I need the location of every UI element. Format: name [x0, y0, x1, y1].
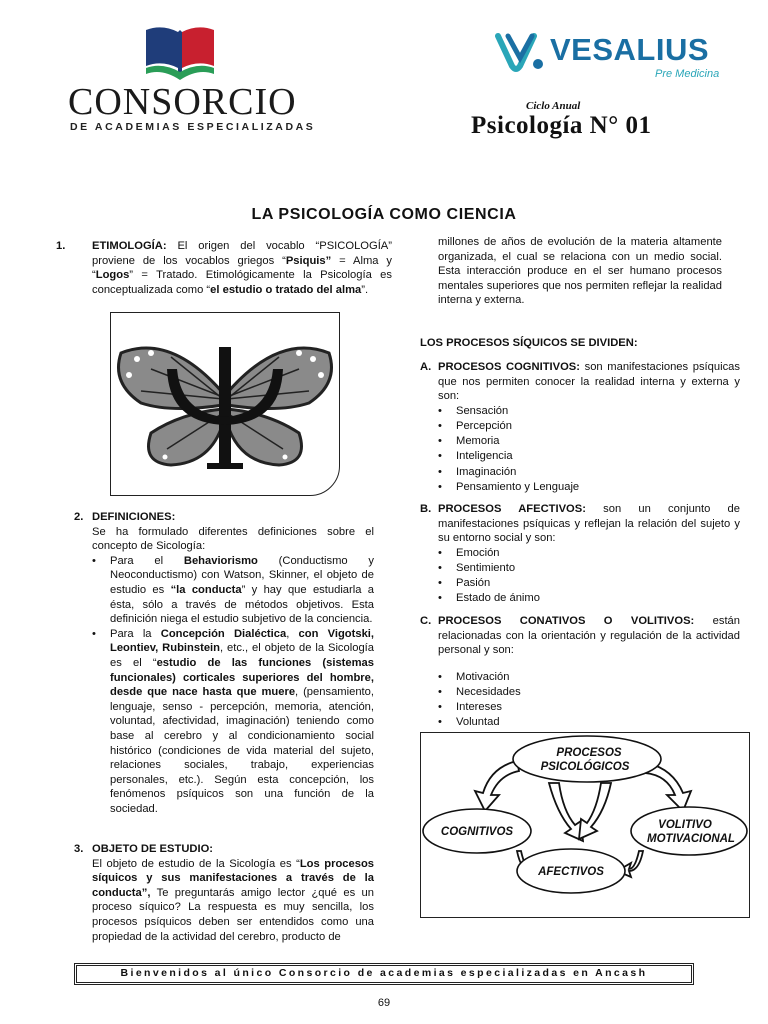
list-item: • Imaginación — [438, 465, 740, 480]
body-text: son manifestaciones psíquicas que nos permiten conocer la realidad interna y externa y son: — [438, 361, 741, 403]
affective-list — [438, 546, 740, 607]
diagram-label: PSICOLÓGICOS — [540, 761, 630, 773]
psi-butterfly-icon — [111, 313, 339, 495]
bold-term: Psiquis” — [285, 254, 332, 267]
page-number: 69 — [377, 997, 391, 1009]
body-text: son un conjunto de manifestaciones psíquicas y reflejan la relación del sujeto y su entorno social y son: — [438, 503, 740, 545]
body-text: Se ha formulado diferentes definiciones sobre el concepto de Sicología: — [92, 525, 374, 553]
process-letter: A. — [420, 361, 432, 373]
body-text: El objeto de estudio de la Sicología es “ — [92, 857, 300, 870]
arrow-to-afectivos-2 — [579, 783, 611, 839]
list-item: • Pensamiento y Lenguaje — [438, 480, 740, 495]
arrow-to-cognitivos — [475, 761, 519, 811]
diagram-label: AFECTIVOS — [538, 866, 604, 878]
diagram-label: VOLITIVO — [658, 819, 712, 831]
bold-term: Logos — [95, 269, 130, 282]
list-item: • Memoria — [438, 434, 740, 449]
list-item: • Intereses — [438, 700, 740, 715]
bold-term: Los procesos síquicos y sus manifestaciones a través de la conducta”, — [92, 857, 374, 899]
diagram-label: COGNITIVOS — [440, 826, 514, 838]
divisions-heading: LOS PROCESOS SÍQUICOS SE DIVIDEN: — [420, 337, 638, 349]
body-text: ” = Tratado. Etimológicamente la Psicología es conceptualizada como “ — [92, 269, 392, 296]
section-objeto — [74, 842, 374, 944]
body-text: El origen del vocablo “PSICOLOGÍA” proviene de los vocablos griegos “ — [92, 240, 392, 267]
definitions-list — [92, 554, 374, 817]
process-b-afectivos — [420, 502, 740, 607]
volitive-list — [438, 670, 740, 731]
bold-term: con Vigotski, Leontiev, Rubinstein — [110, 627, 375, 655]
continuation-paragraph: millones de años de evolución de la materia altamente organizada, el cual se relaciona con un medio social. Esta interacción produce en el ser humano procesos mentales superiores que nos permiten reflejar la realidad interna y externa. — [438, 236, 722, 307]
vesalius-subtitle: Pre Medicina — [655, 68, 720, 80]
list-item — [92, 554, 374, 627]
bold-term: Behaviorismo — [183, 554, 258, 567]
process-letter: C. — [420, 615, 432, 627]
list-item: • Sensación — [438, 404, 740, 419]
processes-diagram — [420, 732, 750, 918]
node-procesos-psicologicos — [513, 736, 661, 782]
body-text: Para la — [110, 627, 161, 640]
list-item: • Motivación — [438, 670, 740, 685]
consorcio-wordmark: CONSORCIO — [68, 81, 297, 123]
process-letter: B. — [420, 503, 432, 515]
arrow-to-afectivos — [549, 783, 583, 841]
course-title: Psicología N° 01 — [471, 112, 652, 139]
bold-term: Concepción Dialéctica — [160, 627, 287, 640]
section-number: 2. — [74, 511, 84, 523]
list-item: • Voluntad — [438, 715, 740, 730]
body-text: ” y hay que estudiarla a ésta, sólo a través de métodos objetivos. Esta definición niega el estudio subjetivo de la conciencia. — [110, 583, 375, 626]
process-c-volitivos — [420, 614, 740, 731]
section-heading: OBJETO DE ESTUDIO: — [92, 843, 214, 855]
list-item: • Inteligencia — [438, 449, 740, 464]
process-heading: PROCESOS AFECTIVOS: — [438, 503, 586, 515]
body-text: (Conductismo y Neoconductismo) con Watson, Skinner, el objeto de estudio es — [110, 554, 375, 596]
cycle-label: Ciclo Anual — [526, 100, 581, 112]
vesalius-wordmark: VESALIUS — [550, 32, 710, 67]
list-item — [92, 627, 374, 817]
consorcio-subtitle: DE ACADEMIAS ESPECIALIZADAS — [70, 121, 316, 133]
section-heading: ETIMOLOGÍA: — [92, 240, 167, 252]
section-number: 1. — [56, 240, 66, 252]
diagram-label: PROCESOS — [556, 747, 622, 759]
body-text — [74, 857, 374, 945]
bold-term: el estudio o tratado del alma — [210, 283, 362, 296]
list-item: • Pasión — [438, 576, 740, 591]
page-title: LA PSICOLOGÍA COMO CIENCIA — [251, 206, 517, 223]
body-text: , (pensamiento, lenguaje, senso - percepción, memoria, atención, voluntad, afectividad, imaginación) teniendo como base al cerebro y al condicionamiento social histórico (condiciones de vida material del sujeto, relaciones sociales, trabajo, experiencias personales, etc.). Según esta concepción, los fenómenos psíquicos son una función de la sociedad. — [110, 686, 374, 815]
section-etimologia — [56, 239, 392, 297]
psi-butterfly-image-frame — [110, 312, 340, 496]
body-text: , etc., el objeto de la Sicología es el “ — [110, 642, 375, 669]
process-heading: PROCESOS CONATIVOS O VOLITIVOS: — [438, 615, 695, 627]
processes-diagram-graphic — [421, 733, 749, 917]
body-text: ”. — [361, 283, 369, 296]
list-item: • Necesidades — [438, 685, 740, 700]
node-volitivo-motivacional — [631, 807, 747, 855]
consorcio-logo-mark — [142, 22, 218, 82]
diagram-label: MOTIVACIONAL — [647, 833, 735, 845]
section-heading: DEFINICIONES: — [92, 511, 176, 523]
section-number: 3. — [74, 843, 84, 855]
list-item: • Emoción — [438, 546, 740, 561]
body-text: , — [286, 627, 299, 640]
vesalius-logo-mark — [494, 30, 546, 74]
body-text: Te preguntarás amigo lector ¿qué es un proceso síquico? La respuesta es muy sencilla, los procesos psíquicos deben ser entendidos como una propiedad de la actividad del cerebro, producto de — [92, 886, 374, 943]
bold-term: estudio de las funciones (sistemas funcionales) corticales superiores del hombre, desde que nace hasta que muere — [110, 656, 375, 699]
bold-term: “la conducta — [170, 583, 242, 596]
section-definiciones — [74, 510, 374, 816]
process-a-cognitivos — [420, 360, 740, 495]
cognitive-list — [438, 404, 740, 495]
body-text: = Alma y “ — [92, 254, 392, 282]
list-item: • Percepción — [438, 419, 740, 434]
footer-slogan: Bienvenidos al único Consorcio de academias especializadas en Ancash — [120, 967, 648, 979]
list-item: • Sentimiento — [438, 561, 740, 576]
process-heading: PROCESOS COGNITIVOS: — [438, 361, 580, 373]
list-item: • Estado de ánimo — [438, 591, 740, 606]
body-text: Para el — [110, 554, 184, 567]
body-text: están relacionadas con la orientación y regulación de la actividad personal y son: — [438, 615, 740, 657]
